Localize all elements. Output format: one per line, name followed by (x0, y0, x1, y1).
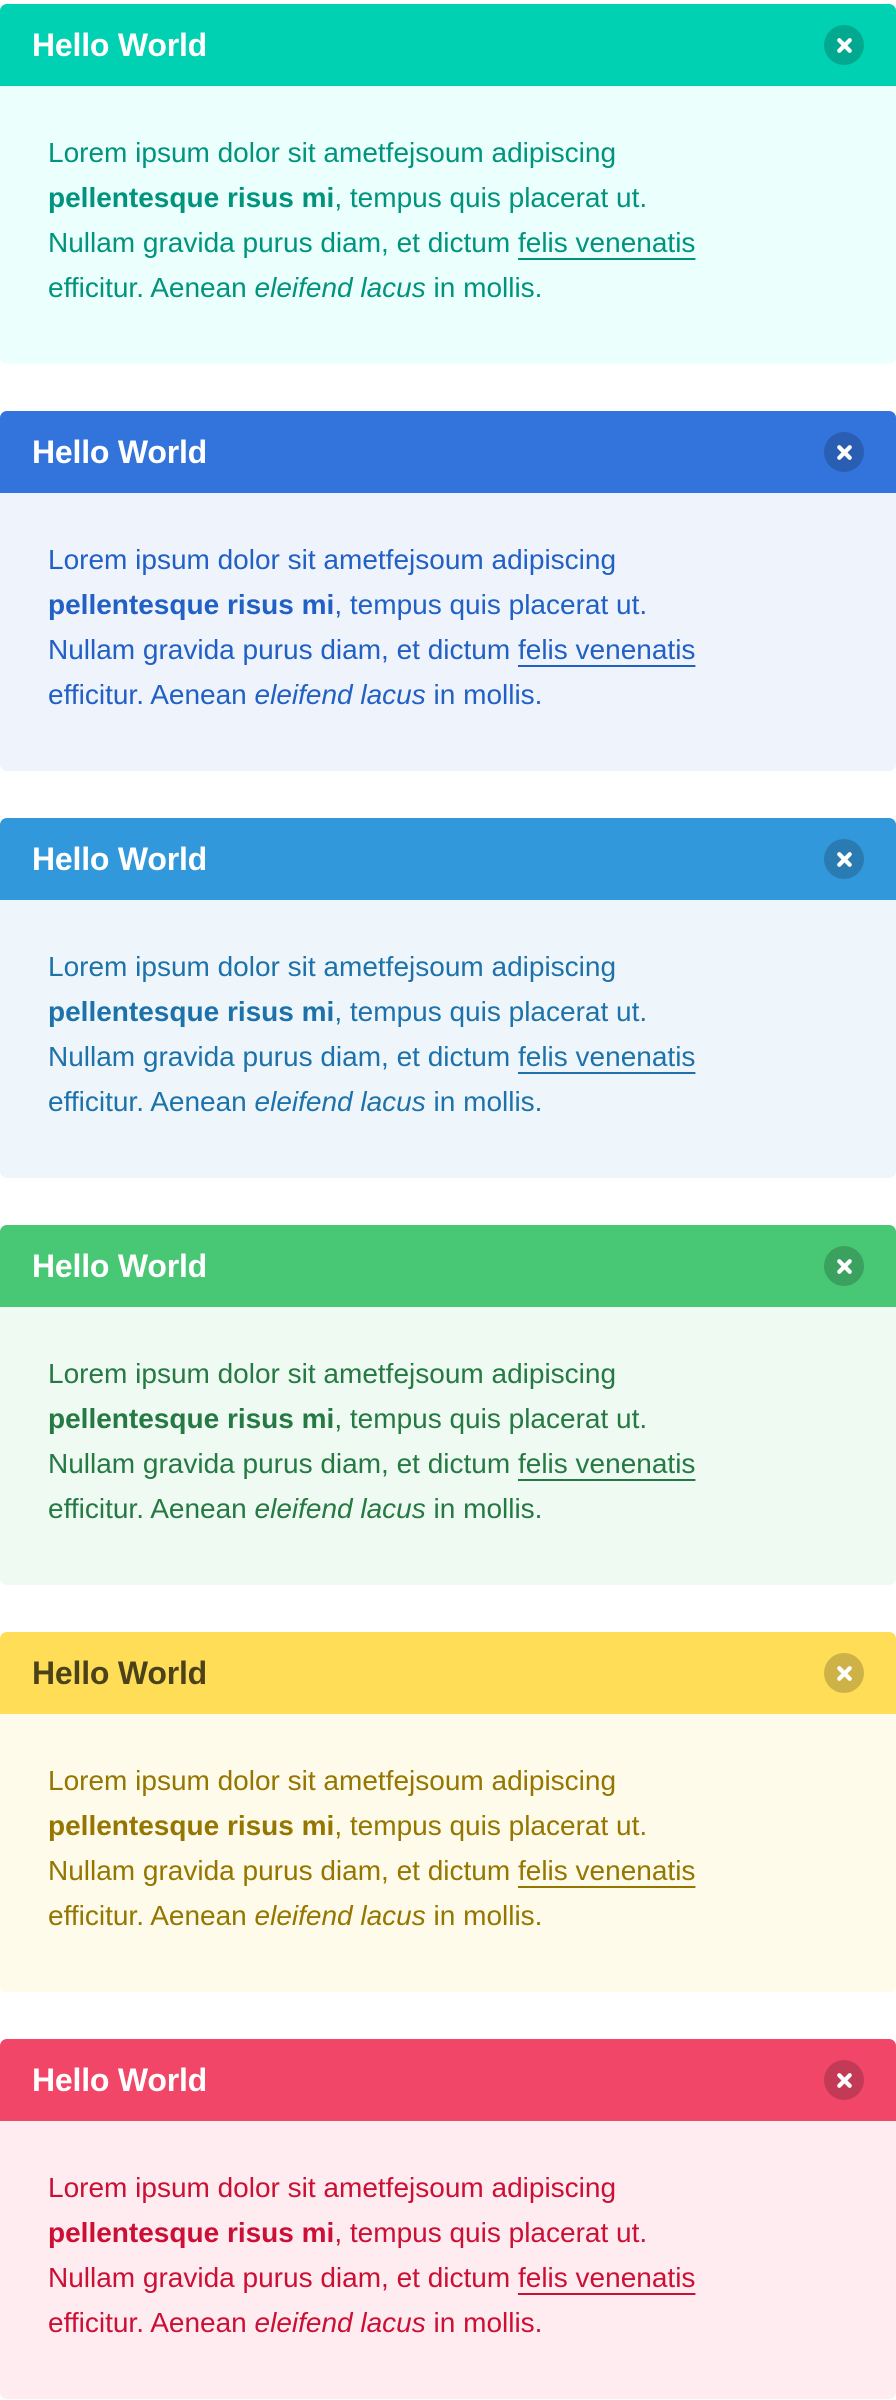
message-body (0, 1307, 896, 1585)
body-text-segment: Nullam gravida purus diam, et dictum (48, 634, 518, 665)
body-line (48, 130, 848, 175)
close-icon (835, 1257, 854, 1276)
body-text-segment: eleifend lacus (254, 1900, 426, 1931)
body-text-segment: in mollis. (425, 679, 543, 710)
felis-venenatis-link[interactable]: felis venenatis (517, 2262, 696, 2293)
close-button[interactable] (824, 25, 864, 65)
felis-venenatis-link[interactable]: felis venenatis (517, 634, 696, 665)
close-icon (835, 850, 854, 869)
message-body (0, 86, 896, 364)
body-text-segment: eleifend lacus (254, 1493, 426, 1524)
body-text-segment: efficitur. Aenean (48, 1900, 255, 1931)
close-button[interactable] (824, 839, 864, 879)
message-card-primary (0, 4, 896, 364)
body-text-segment: in mollis. (425, 272, 543, 303)
card-title: Hello World (32, 840, 207, 877)
close-icon (835, 2071, 854, 2090)
message-header (0, 1225, 896, 1307)
body-text-segment: Nullam gravida purus diam, et dictum (48, 227, 518, 258)
body-text-segment: Nullam gravida purus diam, et dictum (48, 1041, 518, 1072)
message-header (0, 411, 896, 493)
message-body (0, 1714, 896, 1992)
card-title: Hello World (32, 433, 207, 470)
body-line (48, 989, 848, 1034)
body-text-segment: in mollis. (425, 1086, 543, 1117)
message-card-warning (0, 1632, 896, 1992)
message-header (0, 1632, 896, 1714)
felis-venenatis-link[interactable]: felis venenatis (517, 1855, 696, 1886)
body-text-segment: , tempus quis placerat ut. (334, 2217, 648, 2248)
message-header (0, 818, 896, 900)
card-title: Hello World (32, 26, 207, 63)
body-text-segment: pellentesque risus mi (48, 996, 335, 1027)
body-text-segment: , tempus quis placerat ut. (334, 589, 648, 620)
body-text-segment: eleifend lacus (254, 272, 426, 303)
body-line (48, 2210, 848, 2255)
body-text-segment: , tempus quis placerat ut. (334, 1403, 648, 1434)
body-text-segment: Nullam gravida purus diam, et dictum (48, 2262, 518, 2293)
close-icon (835, 1664, 854, 1683)
body-text-segment: Lorem ipsum dolor sit ametfejsoum adipiscing (48, 544, 617, 575)
message-card-link (0, 411, 896, 771)
body-line (48, 582, 848, 627)
body-line (48, 1396, 848, 1441)
felis-venenatis-link[interactable]: felis venenatis (517, 227, 696, 258)
body-line (48, 672, 848, 717)
body-text-segment: in mollis. (425, 1900, 543, 1931)
body-text-segment: efficitur. Aenean (48, 1086, 255, 1117)
message-header (0, 2039, 896, 2121)
body-line (48, 627, 848, 672)
message-card-success (0, 1225, 896, 1585)
body-line (48, 537, 848, 582)
close-icon (835, 443, 854, 462)
body-line (48, 1034, 848, 1079)
message-body (0, 2121, 896, 2399)
body-text-segment: in mollis. (425, 1493, 543, 1524)
body-line (48, 1758, 848, 1803)
body-text-segment: Nullam gravida purus diam, et dictum (48, 1855, 518, 1886)
message-card-danger (0, 2039, 896, 2399)
body-line (48, 1441, 848, 1486)
body-text-segment: efficitur. Aenean (48, 679, 255, 710)
body-line (48, 175, 848, 220)
body-line (48, 220, 848, 265)
close-button[interactable] (824, 2060, 864, 2100)
body-line (48, 2255, 848, 2300)
body-text-segment: eleifend lacus (254, 679, 426, 710)
message-body (0, 493, 896, 771)
body-text-segment: in mollis. (425, 2307, 543, 2338)
body-text-segment: Lorem ipsum dolor sit ametfejsoum adipiscing (48, 1358, 617, 1389)
message-header (0, 4, 896, 86)
body-text-segment: Lorem ipsum dolor sit ametfejsoum adipiscing (48, 1765, 617, 1796)
body-line (48, 1803, 848, 1848)
body-line (48, 2300, 848, 2345)
body-line (48, 1079, 848, 1124)
body-line (48, 2165, 848, 2210)
body-text-segment: efficitur. Aenean (48, 272, 255, 303)
body-line (48, 944, 848, 989)
close-button[interactable] (824, 1653, 864, 1693)
felis-venenatis-link[interactable]: felis venenatis (517, 1041, 696, 1072)
body-text-segment: , tempus quis placerat ut. (334, 1810, 648, 1841)
body-line (48, 1351, 848, 1396)
body-text-segment: pellentesque risus mi (48, 1403, 335, 1434)
body-text-segment: , tempus quis placerat ut. (334, 996, 648, 1027)
body-text-segment: Lorem ipsum dolor sit ametfejsoum adipiscing (48, 2172, 617, 2203)
body-line (48, 1486, 848, 1531)
body-text-segment: pellentesque risus mi (48, 182, 335, 213)
close-button[interactable] (824, 1246, 864, 1286)
body-text-segment: Nullam gravida purus diam, et dictum (48, 1448, 518, 1479)
body-line (48, 265, 848, 310)
card-title: Hello World (32, 1247, 207, 1284)
close-icon (835, 36, 854, 55)
body-text-segment: , tempus quis placerat ut. (334, 182, 648, 213)
body-line (48, 1848, 848, 1893)
felis-venenatis-link[interactable]: felis venenatis (517, 1448, 696, 1479)
body-text-segment: pellentesque risus mi (48, 589, 335, 620)
message-card-info (0, 818, 896, 1178)
message-body (0, 900, 896, 1178)
close-button[interactable] (824, 432, 864, 472)
card-title: Hello World (32, 1654, 207, 1691)
body-text-segment: eleifend lacus (254, 2307, 426, 2338)
body-text-segment: Lorem ipsum dolor sit ametfejsoum adipiscing (48, 951, 617, 982)
body-line (48, 1893, 848, 1938)
body-text-segment: efficitur. Aenean (48, 1493, 255, 1524)
body-text-segment: pellentesque risus mi (48, 1810, 335, 1841)
body-text-segment: Lorem ipsum dolor sit ametfejsoum adipiscing (48, 137, 617, 168)
body-text-segment: pellentesque risus mi (48, 2217, 335, 2248)
body-text-segment: efficitur. Aenean (48, 2307, 255, 2338)
card-title: Hello World (32, 2061, 207, 2098)
body-text-segment: eleifend lacus (254, 1086, 426, 1117)
